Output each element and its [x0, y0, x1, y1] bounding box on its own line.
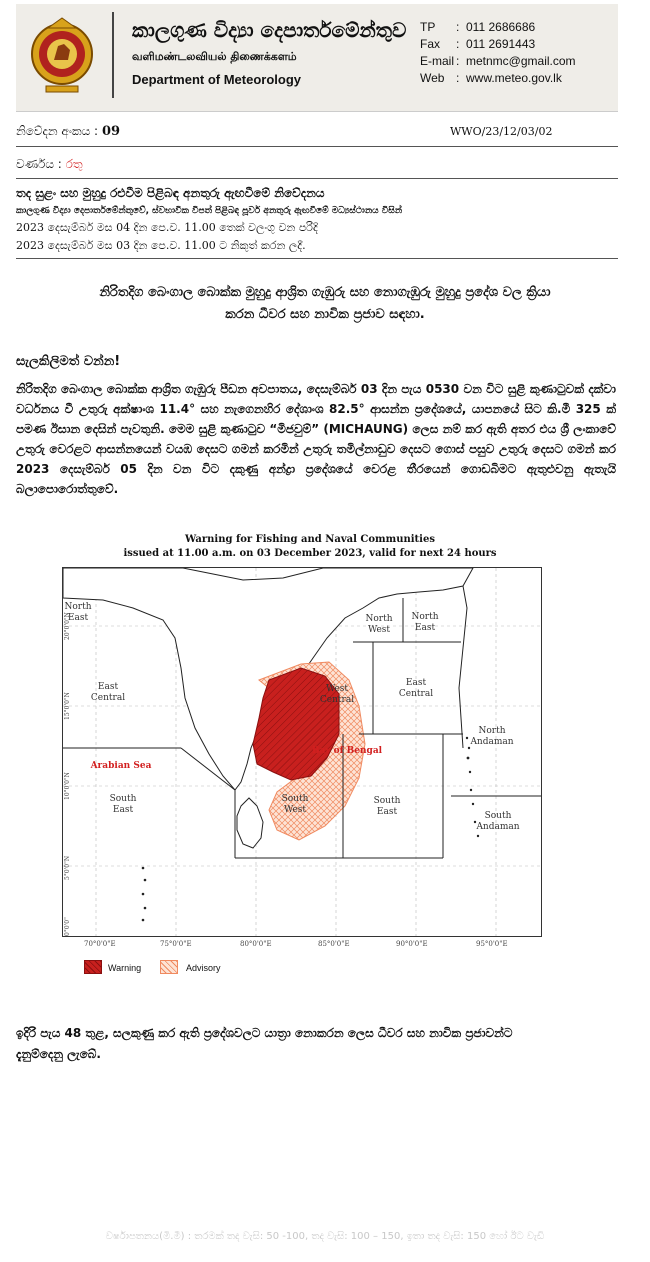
lat-label: 10°0'0"N: [64, 772, 71, 800]
notice-issued: 2023 දෙසැම්බර් මස 03 දින පෙ.ව. 11.00 ට නිකුත් කරන ලදී.: [16, 239, 306, 252]
zone-label-south-andaman: South Andaman: [476, 811, 520, 832]
closing-line-1: ඉදිරි පැය 48 තුළ, සලකුණු කර ඇති ප්‍රදේශවලට යාත්‍රා නොකරන ලෙස ධීවර සහ නාවික ප්‍රජාවන්ට: [16, 1026, 513, 1040]
lat-label: 0°0'0": [64, 917, 71, 936]
zone-label-arabian-sea: Arabian Sea: [90, 761, 152, 771]
contact-block: [420, 20, 576, 88]
category-value: රතු: [65, 157, 83, 171]
lat-label: 5°0'0"N: [64, 855, 71, 880]
divider: [16, 146, 618, 147]
zone-label-south-west: South West: [281, 794, 309, 815]
department-name-english: Department of Meteorology: [132, 72, 302, 87]
rainfall-footer: වර්ෂාපතනය(මි.මී) : තරමක් තද වැසි: 50 -100, තද වැසි: 100 – 150, ඉතා තද වැසි: 150 හෝ ඊට වැඩි: [105, 1231, 545, 1242]
lon-label: 70°0'0"E: [84, 940, 116, 948]
divider: [16, 258, 618, 259]
contact-row-fax: Fax : 011 2691443: [420, 37, 536, 51]
warning-map: [62, 567, 542, 937]
zone-label-north-west: North West: [365, 614, 393, 635]
legend-advisory-label: Advisory: [186, 963, 221, 973]
zone-label-south-east-right: South East: [373, 796, 401, 817]
lon-label: 85°0'0"E: [318, 940, 350, 948]
contact-row-email[interactable]: E-mail : metnmc@gmail.com: [420, 54, 576, 68]
zone-label-north-east: North East: [64, 602, 92, 623]
zone-label-south-east-left: South East: [109, 794, 137, 815]
lat-label: 15°0'0"N: [64, 692, 71, 720]
map-subtitle: issued at 11.00 a.m. on 03 December 2023, valid for next 24 hours: [123, 548, 497, 559]
department-name-tamil: வளிமண்டலவியல் திணைக்களம்: [132, 50, 297, 63]
notice-title: තද සුළං සහ මුහුදු රළුවීම පිළිබඳ අනතුරු ඇඟවීමේ නිවේදනය: [16, 186, 325, 200]
map-graphic: [63, 568, 542, 937]
report-reference: WWO/23/12/03/02: [450, 125, 553, 138]
notice-validity: 2023 දෙසැම්බර් මස 04 දින පෙ.ව. 11.00 තෙක් වලංගු වන පරිදි: [16, 221, 318, 234]
zone-label-north-andaman: North Andaman: [470, 726, 514, 747]
lon-label: 80°0'0"E: [240, 940, 272, 948]
sri-lanka-emblem-icon: [30, 14, 94, 96]
legend-warning-label: Warning: [108, 963, 142, 973]
map-title: Warning for Fishing and Naval Communities: [185, 534, 435, 545]
notice-issuer: කාලගුණ විද්‍යා දෙපාර්තමේන්තුවේ, ස්වභාවික විපත් පිළිබඳ පූර්ව අනතුරු ඇඟවීමේ මධ්‍යස්ථානය විසින්: [16, 206, 402, 216]
header-divider: [112, 12, 114, 98]
attention-heading: සැලකිලිමත් වන්න!: [16, 354, 121, 369]
lat-label: 20°0'0"N: [64, 612, 71, 640]
divider: [16, 178, 618, 179]
closing-line-2: දැනුම්දෙනු ලැබේ.: [16, 1047, 101, 1061]
zone-label-bay-of-bengal: Bay of Bengal: [311, 746, 383, 756]
body-paragraph: නිරිතදිග බෙංගාල බොක්ක ආශ්‍රිත ගැඹුරු පීඩන අවපාතය, දෙසැම්බර් 03 දින පැය 0530 වන විට සුළි කුණාටුවක් දක්වා වර්ධනය වී උතුරු අක්ෂාංශ 11.4° සහ නැගෙනහිර දේශාංශ 82.5° ආසන්න ප්‍රදේශයේ, යාපනයේ සිට කි.මී 325 ක් පමණ ඊසාන දෙසින් පැවතුනි. මෙම සුළි කුණාටුව “මිජවුම්” (MICHAUNG) ලෙස නම් කර ඇති අතර එය ශ්‍රී ලංකාවේ උතුරු වෙරළට ආසන්නයෙන් වයඹ දෙසට ගමන් කරමින් උතුරු තමිල්නාඩුව දෙසට ගොස් පසුව උතුරු දෙසට ගමන් කර 2023 දෙසැම්බර් 05 දින වන විට දකුණු අන්ද්‍රා ප්‍රදේශයේ වෙරළ තීරයෙන් ගොඩබිමට ඇතුළුවනු ඇතැයි බලාපොරොත්තුවේ.: [16, 382, 616, 496]
legend-warning-swatch: [84, 960, 102, 974]
audience-line-1: නිරිතදිග බෙංගාල බොක්ක මුහුදු ආශ්‍රිත ගැඹුරු සහ නොගැඹුරු මුහුදු ප්‍රදේශ වල ක්‍රියා: [99, 285, 551, 300]
zone-label-east-central-left: East Central: [90, 682, 126, 703]
lon-label: 95°0'0"E: [476, 940, 508, 948]
zone-label-west-central: West Central: [319, 684, 355, 705]
category: වර්ණය : රතු: [16, 157, 83, 171]
contact-row-web[interactable]: Web : www.meteo.gov.lk: [420, 71, 562, 85]
lon-label: 75°0'0"E: [160, 940, 192, 948]
report-number: නිවේදන අංකය : 09: [16, 124, 121, 139]
zone-label-east-central-right: East Central: [398, 678, 434, 699]
department-name-sinhala: කාලගුණ විද්‍යා දෙපාර්තමේන්තුව: [132, 18, 407, 42]
lon-label: 90°0'0"E: [396, 940, 428, 948]
contact-row-tp: TP : 011 2686686: [420, 20, 536, 34]
legend-advisory-swatch: [160, 960, 178, 974]
zone-label-north-east-right: North East: [411, 612, 439, 633]
audience-line-2: කරන ධීවර සහ නාවික ප්‍රජාව සඳහා.: [225, 307, 425, 322]
letterhead: [16, 4, 618, 112]
